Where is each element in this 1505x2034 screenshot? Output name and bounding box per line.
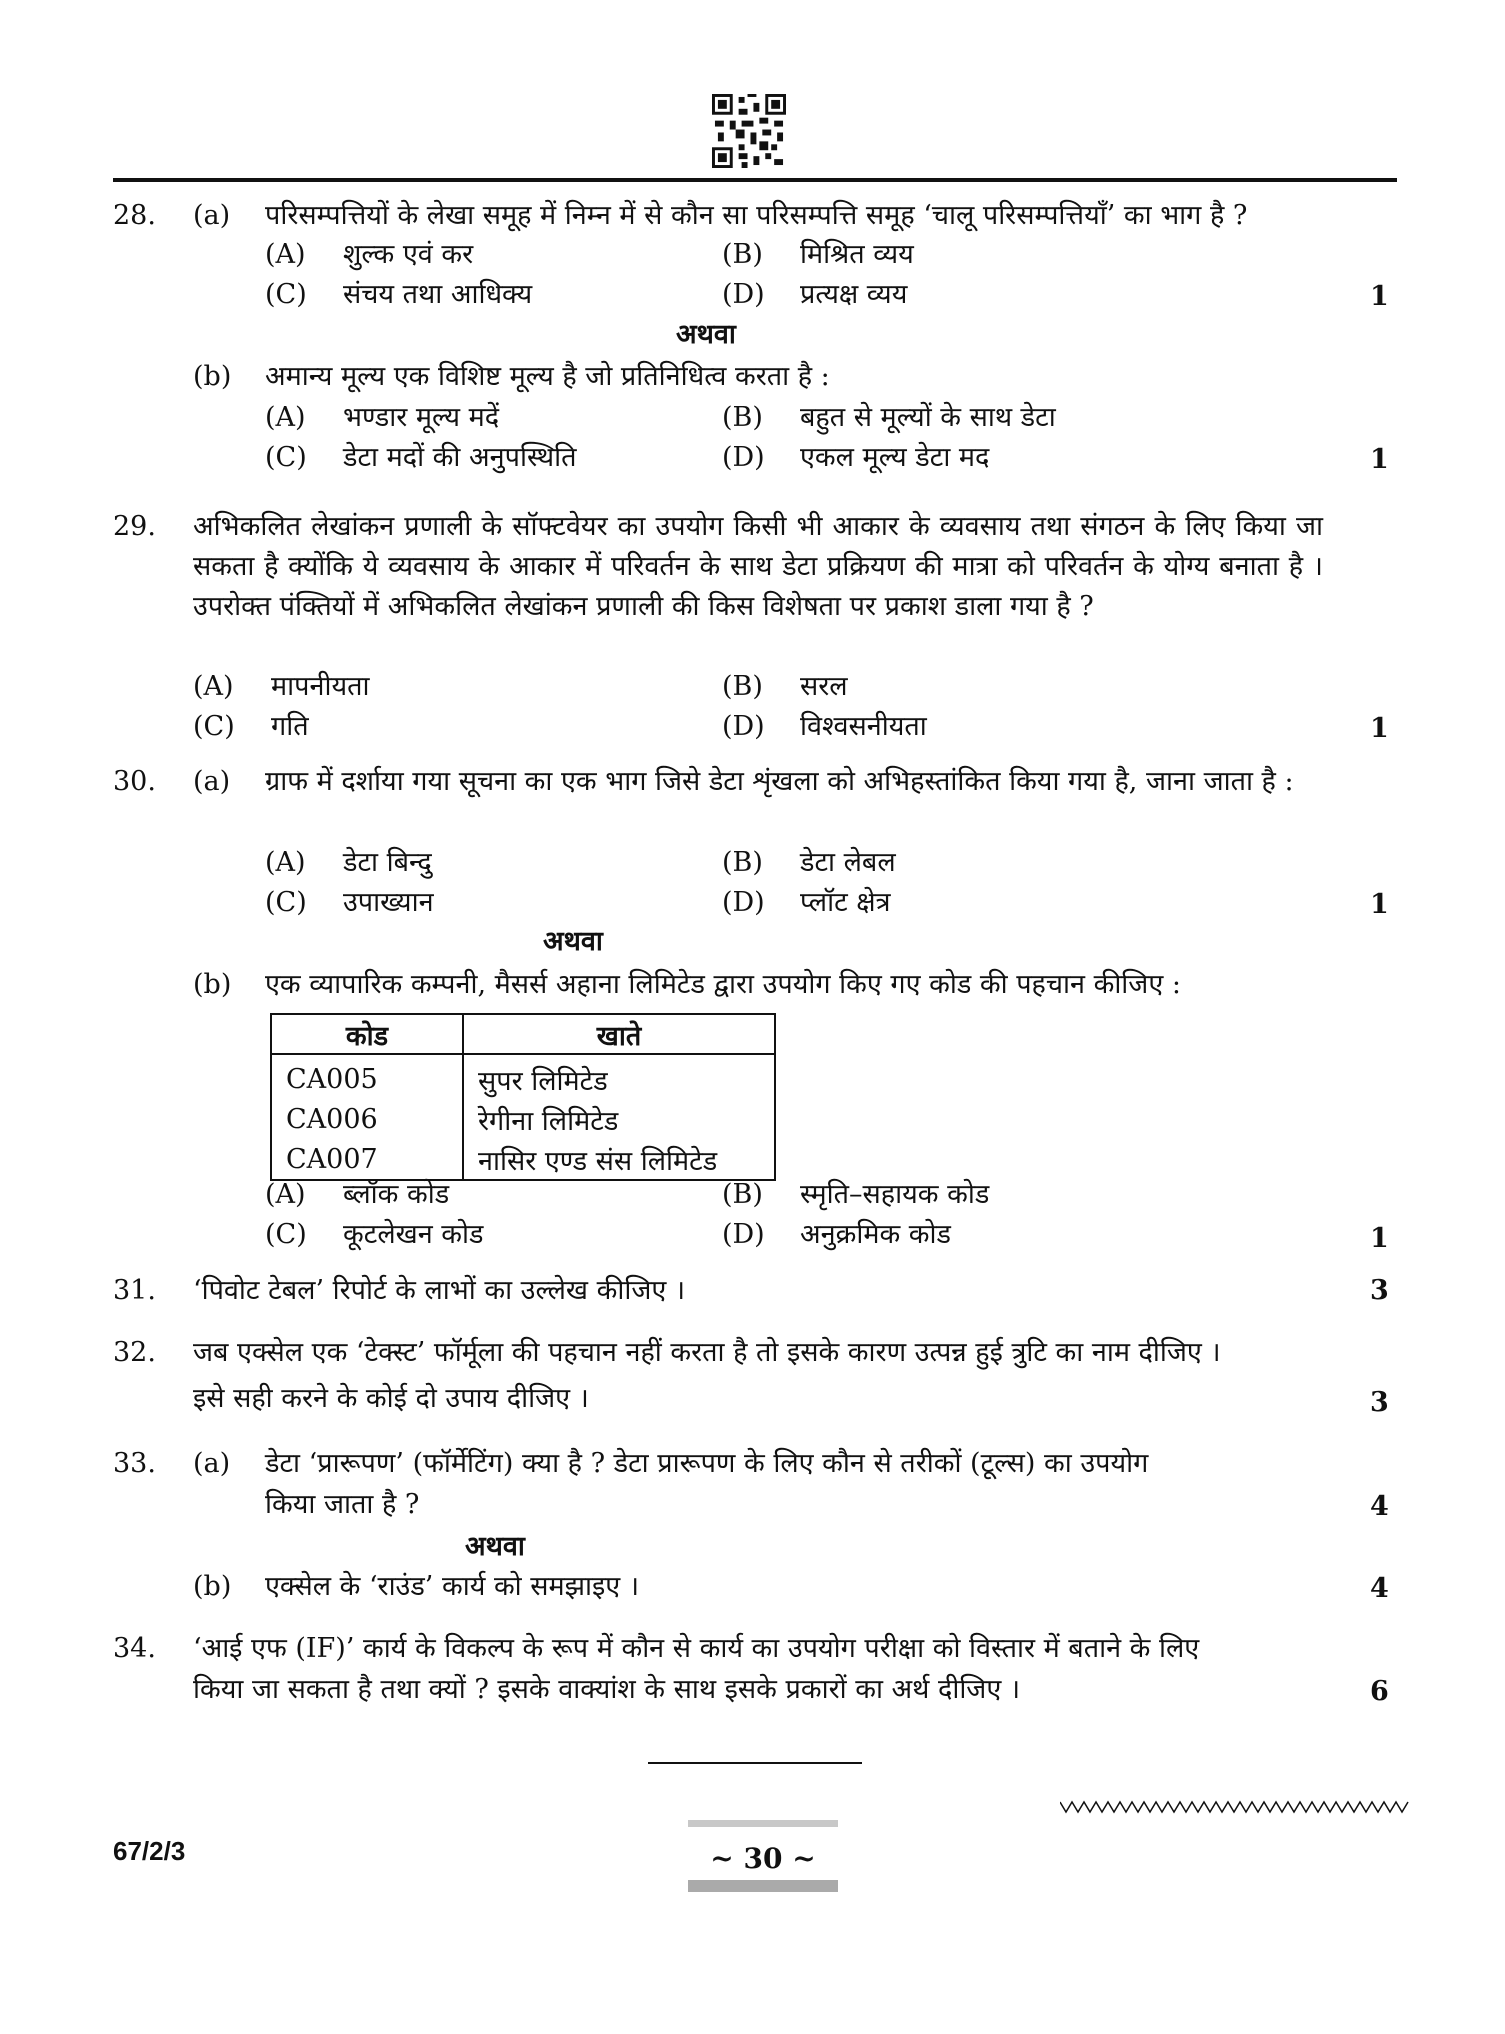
- question-text: एक्सेल के ‘राउंड’ कार्य को समझाइए ।: [265, 1571, 640, 1602]
- option-d: (D) प्रत्यक्ष व्यय: [722, 279, 908, 310]
- option-c: (C) संचय तथा आधिक्य: [265, 279, 533, 310]
- option-d: (D) विश्वसनीयता: [722, 711, 927, 742]
- marks: 1: [1370, 281, 1389, 312]
- option-c: (C) उपाख्यान: [265, 887, 434, 918]
- code-table: [270, 1013, 776, 1181]
- question-number: 28.: [113, 200, 156, 231]
- page-number-bar-top: [688, 1820, 838, 1827]
- question-text: किया जा सकता है तथा क्यों ? इसके वाक्यांश के साथ इसके प्रकारों का अर्थ दीजिए ।: [193, 1674, 1021, 1705]
- or-label: अथवा: [676, 319, 736, 350]
- zigzag-decoration-icon: [1060, 1800, 1410, 1814]
- question-text: परिसम्पत्तियों के लेखा समूह में निम्न में से कौन सा परिसम्पत्ति समूह ‘चालू परिसम्पत्तियाँ’ का भाग है ?: [265, 200, 1248, 231]
- header-rule: [113, 178, 1397, 182]
- question-text: डेटा ‘प्रारूपण’ (फॉर्मेटिंग) क्या है ? डेटा प्रारूपण के लिए कौन से तरीकों (टूल्स) का उपयोग: [265, 1448, 1149, 1479]
- marks: 1: [1370, 1223, 1389, 1254]
- option-c: (C) गति: [193, 711, 309, 742]
- question-text: ‘पिवोट टेबल’ रिपोर्ट के लाभों का उल्लेख कीजिए ।: [193, 1275, 686, 1306]
- sub-question-label: (b): [193, 361, 232, 392]
- marks: 4: [1370, 1573, 1389, 1604]
- question-number: 33.: [113, 1448, 156, 1479]
- marks: 6: [1370, 1676, 1389, 1707]
- option-b: (B) मिश्रित व्यय: [722, 239, 914, 270]
- marks: 1: [1370, 444, 1389, 475]
- marks: 1: [1370, 889, 1389, 920]
- option-a: (A) ब्लॉक कोड: [265, 1179, 450, 1210]
- page-number-bar-bottom: [688, 1880, 838, 1892]
- question-text: जब एक्सेल एक ‘टेक्स्ट’ फॉर्मूला की पहचान नहीं करता है तो इसके कारण उत्पन्न हुई त्रुटि का नाम दीजिए ।: [193, 1337, 1221, 1368]
- option-b: (B) स्मृति–सहायक कोड: [722, 1179, 990, 1210]
- question-text: एक व्यापारिक कम्पनी, मैसर्स अहाना लिमिटेड द्वारा उपयोग किए गए कोड की पहचान कीजिए :: [265, 969, 1181, 1000]
- table-header: खाते: [463, 1014, 775, 1054]
- question-number: 34.: [113, 1633, 156, 1664]
- question-number: 31.: [113, 1275, 156, 1306]
- marks: 1: [1370, 713, 1389, 744]
- question-text: अमान्य मूल्य एक विशिष्ट मूल्य है जो प्रतिनिधित्व करता है :: [265, 361, 830, 392]
- option-a: (A) शुल्क एवं कर: [265, 239, 474, 270]
- table-row: CA007 नासिर एण्ड संस लिमिटेड: [271, 1139, 775, 1180]
- paper-code: 67/2/3: [113, 1836, 186, 1866]
- option-d: (D) अनुक्रमिक कोड: [722, 1219, 951, 1250]
- marks: 3: [1370, 1387, 1389, 1418]
- sub-question-label: (a): [193, 200, 231, 231]
- sub-question-label: (b): [193, 1571, 232, 1602]
- option-d: (D) एकल मूल्य डेटा मद: [722, 442, 990, 473]
- option-a: (A) मापनीयता: [193, 671, 370, 702]
- qr-code-icon: [712, 94, 786, 168]
- end-rule: [648, 1762, 862, 1764]
- sub-question-label: (a): [193, 1448, 231, 1479]
- question-number: 29.: [113, 511, 156, 542]
- question-text: अभिकलित लेखांकन प्रणाली के सॉफ्टवेयर का उपयोग किसी भी आकार के व्यवसाय तथा संगठन के लिए किया जा सकता है क्योंकि ये व्यवसाय के आकार में परिवर्तन के साथ डेटा प्रक्रियण की मात्रा को परिवर्तन के योग्य बनाता है । उपरोक्त पंक्तियों में अभिकलित लेखांकन प्रणाली की किस विशेषता पर प्रकाश डाला गया है ?: [193, 511, 1323, 622]
- question-text: ग्राफ में दर्शाया गया सूचना का एक भाग जिसे डेटा शृंखला को अभिहस्तांकित किया गया है, जाना जाता है :: [265, 766, 1294, 797]
- page-number: ~ 30 ~: [710, 1842, 816, 1875]
- question-number: 30.: [113, 766, 156, 797]
- option-a: (A) भण्डार मूल्य मदें: [265, 402, 500, 433]
- question-number: 32.: [113, 1337, 156, 1368]
- table-row: CA006 रेगीना लिमिटेड: [271, 1099, 775, 1139]
- option-b: (B) डेटा लेबल: [722, 847, 896, 878]
- option-d: (D) प्लॉट क्षेत्र: [722, 887, 891, 918]
- option-c: (C) डेटा मदों की अनुपस्थिति: [265, 442, 577, 473]
- table-row: CA005 सुपर लिमिटेड: [271, 1054, 775, 1099]
- marks: 4: [1370, 1491, 1389, 1522]
- marks: 3: [1370, 1275, 1389, 1306]
- or-label: अथवा: [543, 926, 603, 957]
- sub-question-label: (a): [193, 766, 231, 797]
- sub-question-label: (b): [193, 969, 232, 1000]
- or-label: अथवा: [465, 1531, 525, 1562]
- question-text: किया जाता है ?: [265, 1489, 420, 1520]
- option-b: (B) बहुत से मूल्यों के साथ डेटा: [722, 402, 1056, 433]
- question-text: ‘आई एफ (IF)’ कार्य के विकल्प के रूप में कौन से कार्य का उपयोग परीक्षा को विस्तार में बताने के लिए: [193, 1633, 1200, 1664]
- question-text: इसे सही करने के कोई दो उपाय दीजिए ।: [193, 1383, 589, 1414]
- option-b: (B) सरल: [722, 671, 848, 702]
- option-c: (C) कूटलेखन कोड: [265, 1219, 484, 1250]
- option-a: (A) डेटा बिन्दु: [265, 847, 432, 878]
- table-header: कोड: [271, 1014, 463, 1054]
